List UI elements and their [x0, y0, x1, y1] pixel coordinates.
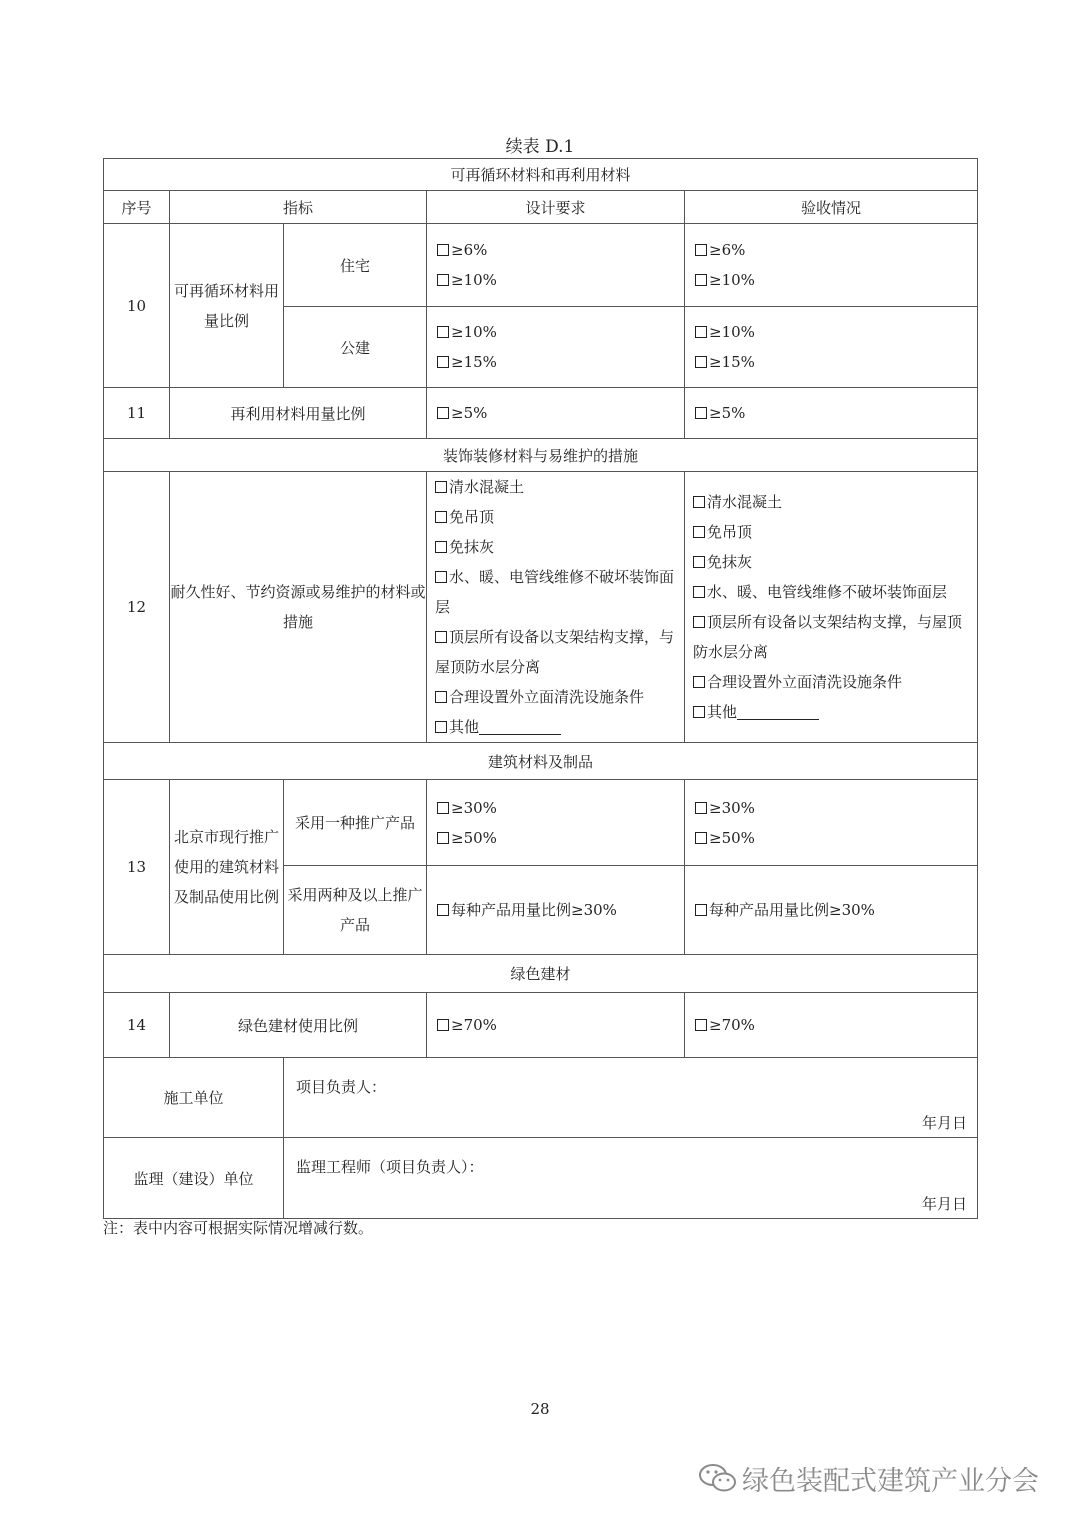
checkbox-icon	[695, 832, 707, 844]
row11-design	[427, 388, 685, 439]
row13-sub2-name: 采用两种及以上推广产品	[284, 866, 427, 955]
checkbox-option[interactable]: 免吊顶	[435, 502, 676, 532]
row14-seq: 14	[104, 993, 170, 1058]
checkbox-icon	[695, 1019, 707, 1031]
checkbox-icon	[693, 586, 705, 598]
row12-seq: 12	[104, 472, 170, 743]
construction-date: 年月日	[921, 1114, 967, 1132]
construction-role: 项目负责人：	[296, 1078, 387, 1096]
supervision-signature-area[interactable]	[284, 1138, 978, 1219]
checkbox-option[interactable]: ≥6%	[437, 235, 674, 265]
section-decor: 装饰装修材料与易维护的措施	[104, 439, 978, 472]
row12-indicator: 耐久性好、节约资源或易维护的材料或措施	[170, 472, 427, 743]
checkbox-icon	[435, 571, 447, 583]
checkbox-icon	[435, 511, 447, 523]
checkbox-icon	[435, 691, 447, 703]
checkbox-icon	[437, 274, 449, 286]
construction-unit-label: 施工单位	[104, 1058, 284, 1138]
checkbox-option[interactable]: ≥50%	[437, 823, 674, 853]
checkbox-icon	[693, 616, 705, 628]
checkbox-icon	[695, 326, 707, 338]
checkbox-icon	[693, 556, 705, 568]
row13-sub1-design	[427, 780, 685, 866]
row13-sub2-design	[427, 866, 685, 955]
supervision-role: 监理工程师（项目负责人）：	[296, 1158, 484, 1176]
row10-sub1-design	[427, 224, 685, 307]
row10-sub2-name: 公建	[284, 307, 427, 388]
checkbox-option[interactable]: ≥50%	[695, 823, 967, 853]
checkbox-option[interactable]: 免抹灰	[435, 532, 676, 562]
checkbox-icon	[435, 721, 447, 733]
row13-sub1-accept	[685, 780, 978, 866]
checkbox-icon	[695, 356, 707, 368]
row10-sub2-design	[427, 307, 685, 388]
checkbox-option[interactable]: ≥6%	[695, 235, 967, 265]
row10-indicator: 可再循环材料用量比例	[170, 224, 284, 388]
row13-sub1-name: 采用一种推广产品	[284, 780, 427, 866]
checkbox-icon	[435, 541, 447, 553]
checkbox-icon	[695, 244, 707, 256]
watermark	[698, 1458, 1058, 1498]
checkbox-icon	[437, 244, 449, 256]
header-accept: 验收情况	[685, 191, 978, 224]
row10-sub2-accept	[685, 307, 978, 388]
wechat-icon	[698, 1462, 738, 1494]
checkbox-icon	[695, 802, 707, 814]
checkbox-option[interactable]: 每种产品用量比例≥30%	[695, 895, 967, 925]
fill-in-blank[interactable]	[479, 720, 561, 735]
checkbox-option[interactable]: 清水混凝土	[693, 487, 969, 517]
checkbox-option[interactable]: 水、暖、电管线维修不破坏装饰面层	[693, 577, 969, 607]
row10-sub1-name: 住宅	[284, 224, 427, 307]
checkbox-option[interactable]: ≥15%	[695, 347, 967, 377]
checkbox-option[interactable]: ≥70%	[695, 1010, 967, 1040]
checkbox-icon	[437, 326, 449, 338]
checkbox-option[interactable]: ≥5%	[437, 398, 674, 428]
checkbox-icon	[693, 706, 705, 718]
fill-in-blank[interactable]	[737, 705, 819, 720]
checkbox-icon	[695, 274, 707, 286]
supervision-date: 年月日	[921, 1195, 967, 1213]
checkbox-option[interactable]: ≥30%	[695, 793, 967, 823]
checkbox-icon	[435, 481, 447, 493]
row11-accept	[685, 388, 978, 439]
checkbox-icon	[695, 904, 707, 916]
watermark-text: 绿色装配式建筑产业分会	[742, 1465, 1039, 1497]
checkbox-option[interactable]: ≥70%	[437, 1010, 674, 1040]
row14-accept	[685, 993, 978, 1058]
checkbox-option[interactable]: 免抹灰	[693, 547, 969, 577]
row14-indicator: 绿色建材使用比例	[170, 993, 427, 1058]
row11-indicator: 再利用材料用量比例	[170, 388, 427, 439]
row13-sub2-accept	[685, 866, 978, 955]
table-caption: 续表 D.1	[505, 137, 575, 157]
checkbox-icon	[693, 496, 705, 508]
table-note: 注：表中内容可根据实际情况增减行数。	[103, 1219, 374, 1237]
row10-sub1-accept	[685, 224, 978, 307]
checkbox-icon	[437, 802, 449, 814]
header-seq: 序号	[104, 191, 170, 224]
row12-accept	[685, 472, 978, 743]
checkbox-option[interactable]: ≥10%	[695, 265, 967, 295]
checkbox-option[interactable]: ≥10%	[695, 317, 967, 347]
checkbox-option[interactable]: 每种产品用量比例≥30%	[437, 895, 674, 925]
row13-indicator: 北京市现行推广使用的建筑材料及制品使用比例	[170, 780, 284, 955]
checkbox-icon	[437, 1019, 449, 1031]
checkbox-option[interactable]: 其他	[435, 712, 676, 742]
row14-design	[427, 993, 685, 1058]
checkbox-option[interactable]: ≥30%	[437, 793, 674, 823]
checkbox-option[interactable]: ≥15%	[437, 347, 674, 377]
checkbox-option[interactable]: 合理设置外立面清洗设施条件	[435, 682, 676, 712]
checkbox-icon	[437, 904, 449, 916]
checkbox-option[interactable]: 水、暖、电管线维修不破坏装饰面层	[435, 568, 675, 616]
checkbox-option[interactable]: ≥5%	[695, 398, 967, 428]
checkbox-option[interactable]: 其他	[693, 697, 969, 727]
page-number: 28	[530, 1400, 550, 1418]
checkbox-option[interactable]: ≥10%	[437, 317, 674, 347]
row10-seq: 10	[104, 224, 170, 388]
section-recycle: 可再循环材料和再利用材料	[104, 159, 978, 191]
checkbox-icon	[437, 356, 449, 368]
checkbox-icon	[693, 676, 705, 688]
row13-seq: 13	[104, 780, 170, 955]
acceptance-table	[103, 158, 978, 1219]
header-index: 指标	[170, 191, 427, 224]
checkbox-icon	[437, 832, 449, 844]
construction-signature-area[interactable]	[284, 1058, 978, 1138]
checkbox-option[interactable]: 免吊顶	[693, 517, 969, 547]
checkbox-icon	[437, 407, 449, 419]
checkbox-option[interactable]: 顶层所有设备以支架结构支撑，与屋顶防水层分离	[435, 628, 675, 676]
supervision-unit-label: 监理（建设）单位	[104, 1138, 284, 1219]
checkbox-icon	[693, 526, 705, 538]
section-green: 绿色建材	[104, 955, 978, 993]
section-building: 建筑材料及制品	[104, 743, 978, 780]
checkbox-option[interactable]: 合理设置外立面清洗设施条件	[693, 667, 969, 697]
checkbox-icon	[695, 407, 707, 419]
row12-design	[427, 472, 685, 743]
checkbox-option[interactable]: 顶层所有设备以支架结构支撑，与屋顶防水层分离	[693, 613, 963, 661]
row11-seq: 11	[104, 388, 170, 439]
checkbox-icon	[435, 631, 447, 643]
header-design: 设计要求	[427, 191, 685, 224]
checkbox-option[interactable]: ≥10%	[437, 265, 674, 295]
checkbox-option[interactable]: 清水混凝土	[435, 472, 676, 502]
